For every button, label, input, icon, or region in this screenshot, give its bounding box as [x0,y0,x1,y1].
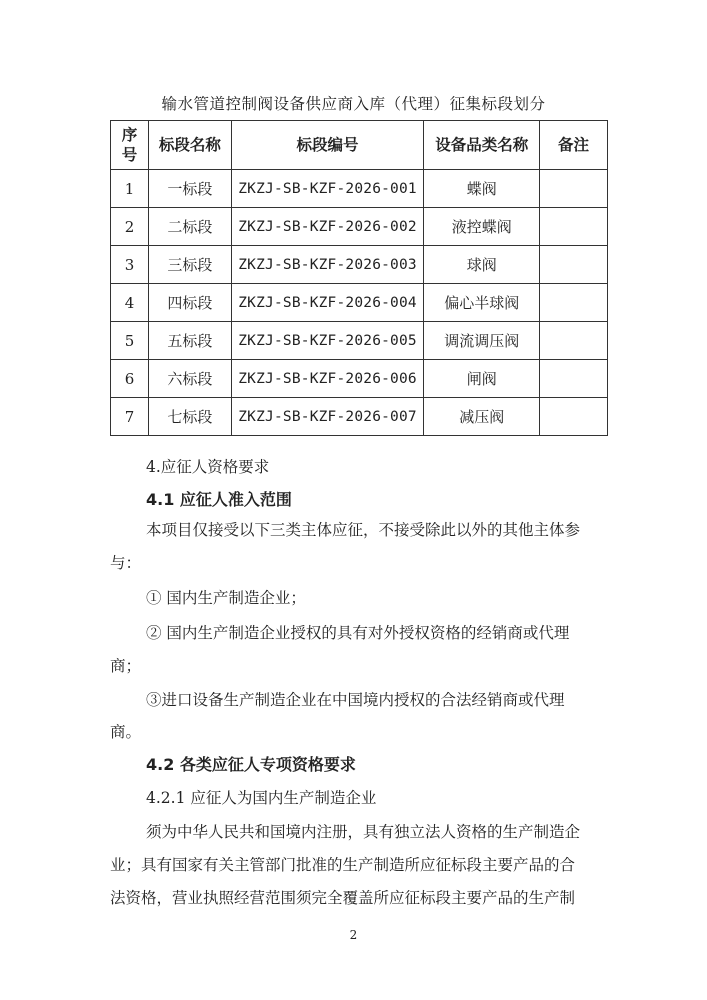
cell-category: 蝶阀 [424,170,540,208]
cell-name: 三标段 [148,246,231,284]
cell-code: ZKZJ-SB-KZF-2026-003 [231,246,424,284]
table-row [111,284,608,322]
paragraph-line: 法资格，营业执照经营范围须完全覆盖所应征标段主要产品的生产制 [110,889,576,907]
section-4-2-heading: 4.2 各类应征人专项资格要求 [146,755,356,774]
header-code: 标段编号 [231,121,424,170]
list-item: ② 国内生产制造企业授权的具有对外授权资格的经销商或代理 [146,624,570,642]
list-item: ③进口设备生产制造企业在中国境内授权的合法经销商或代理 [146,691,565,709]
cell-no: 4 [111,284,149,322]
table-row [111,208,608,246]
table-header-row [111,121,608,170]
cell-note [540,284,608,322]
cell-category: 液控蝶阀 [424,208,540,246]
header-category: 设备品类名称 [424,121,540,170]
paragraph-line: 商； [110,657,142,675]
cell-name: 一标段 [148,170,231,208]
table-row [111,398,608,436]
cell-category: 减压阀 [424,398,540,436]
list-item: ① 国内生产制造企业； [146,589,306,607]
table-row [111,246,608,284]
cell-category: 闸阀 [424,360,540,398]
cell-note [540,208,608,246]
cell-code: ZKZJ-SB-KZF-2026-007 [231,398,424,436]
page-number: 2 [349,928,358,942]
table-row [111,360,608,398]
cell-no: 3 [111,246,149,284]
cell-name: 七标段 [148,398,231,436]
cell-name: 五标段 [148,322,231,360]
cell-note [540,170,608,208]
section-4-2-1-heading: 4.2.1 应征人为国内生产制造企业 [146,789,377,807]
cell-category: 球阀 [424,246,540,284]
section-4-heading: 4.应征人资格要求 [146,458,270,476]
table-row [111,170,608,208]
cell-no: 6 [111,360,149,398]
paragraph-line: 商。 [110,723,142,741]
cell-category: 调流调压阀 [424,322,540,360]
cell-code: ZKZJ-SB-KZF-2026-001 [231,170,424,208]
header-note: 备注 [540,121,608,170]
cell-name: 六标段 [148,360,231,398]
cell-code: ZKZJ-SB-KZF-2026-004 [231,284,424,322]
cell-note [540,360,608,398]
cell-note [540,322,608,360]
table-row [111,322,608,360]
cell-name: 四标段 [148,284,231,322]
paragraph-line: 与： [110,554,142,572]
header-name: 标段名称 [148,121,231,170]
cell-no: 1 [111,170,149,208]
header-no: 序号 [111,121,149,170]
paragraph-line: 须为中华人民共和国境内注册，具有独立法人资格的生产制造企 [146,823,581,841]
cell-no: 5 [111,322,149,360]
sections-table [110,120,608,436]
cell-note [540,246,608,284]
cell-code: ZKZJ-SB-KZF-2026-002 [231,208,424,246]
table-caption: 输水管道控制阀设备供应商入库（代理）征集标段划分 [161,95,546,113]
cell-note [540,398,608,436]
cell-no: 7 [111,398,149,436]
cell-no: 2 [111,208,149,246]
paragraph-line: 业；具有国家有关主管部门批准的生产制造所应征标段主要产品的合 [110,856,576,874]
section-4-1-heading: 4.1 应征人准入范围 [146,490,292,509]
cell-code: ZKZJ-SB-KZF-2026-006 [231,360,424,398]
cell-code: ZKZJ-SB-KZF-2026-005 [231,322,424,360]
cell-name: 二标段 [148,208,231,246]
paragraph-line: 本项目仅接受以下三类主体应征，不接受除此以外的其他主体参 [146,521,581,539]
cell-category: 偏心半球阀 [424,284,540,322]
